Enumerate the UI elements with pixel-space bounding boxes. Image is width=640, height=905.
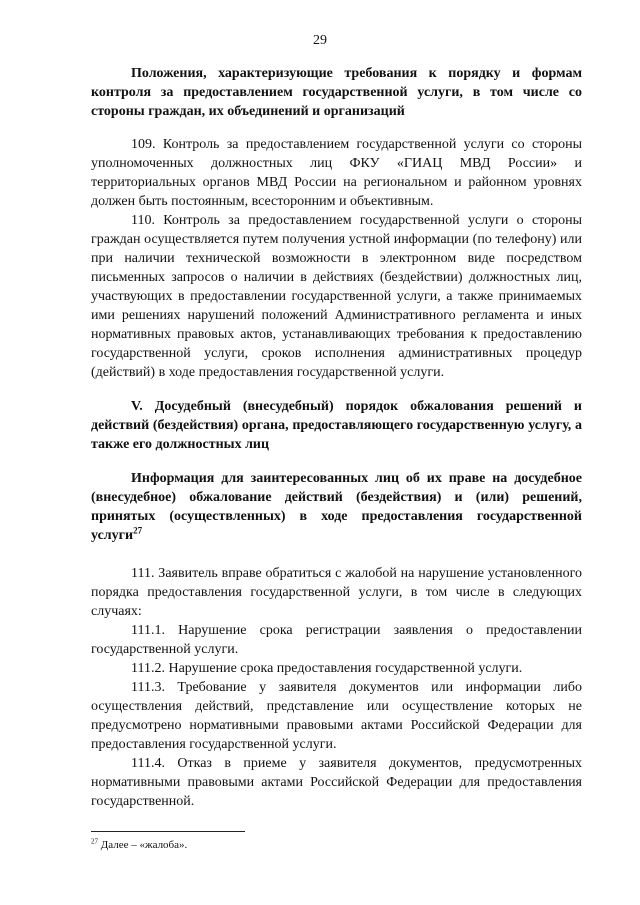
footnote-marker: 27 (91, 837, 98, 846)
paragraph-110: 110. Контроль за предоставлением государственной услуги о стороны граждан осуществляется путем получения устной информации (по телефону) или при наличии технической возможности в электронном виде посредством письменных запросов о наличии в действиях (бездействии) должностных лиц, участвующих в предоставлении государственной услуги, а также принимаемых ими решениях нарушений положений Административного регламента и иных нормативных правовых актов, устанавливающих требования к предоставлению государственной услуги, сроков исполнения административных процедур (действий) в ходе предоставления государственной услуги. (91, 213, 582, 380)
paragraph-111-1: 111.1. Нарушение срока регистрации заявления о предоставлении государственной услуги. (91, 623, 582, 657)
section-v-heading: V. Досудебный (внесудебный) порядок обжалования решений и действий (бездействия) органа, предоставляющего государственную услугу, а также его должностных лиц (91, 399, 582, 452)
footnote-ref: 27 (133, 525, 143, 536)
info-heading (91, 469, 582, 545)
footnote-text: Далее – «жалоба». (100, 839, 188, 851)
paragraph-111: 111. Заявитель вправе обратиться с жалобой на нарушение установленного порядка предоставления государственной услуги, в том числе в следующих случаях: (91, 566, 582, 619)
page-number: 29 (313, 33, 327, 48)
paragraph-111-3: 111.3. Требование у заявителя документов или информации либо осуществления действий, представление или осуществление которых не предусмотрено нормативными правовыми актами Российской Федерации для предоставления государственной услуги. (91, 680, 582, 752)
control-section-heading: Положения, характеризующие требования к порядку и формам контроля за предоставлением государственной услуги, в том числе со стороны граждан, их объединений и организаций (91, 66, 582, 119)
info-heading-text: Информация для заинтересованных лиц об их праве на досудебное (внесудебное) обжалование действий (бездействия) и (или) решений, принятых (осуществленных) в ходе предоставления государственной услуги (91, 471, 582, 543)
paragraph-111-2: 111.2. Нарушение срока предоставления государственной услуги. (131, 661, 523, 676)
footnote (91, 838, 187, 852)
document-body (91, 64, 582, 811)
footnote-divider (91, 831, 245, 832)
paragraph-109: 109. Контроль за предоставлением государственной услуги со стороны уполномоченных должностных лиц ФКУ «ГИАЦ МВД России» и территориальных органов МВД России на региональном и районном уровнях должен быть постоянным, всесторонним и объективным. (91, 137, 582, 209)
paragraph-111-4: 111.4. Отказ в приеме у заявителя документов, предусмотренных нормативными правовыми актами Российской Федерации для предоставления государственной. (91, 756, 582, 809)
